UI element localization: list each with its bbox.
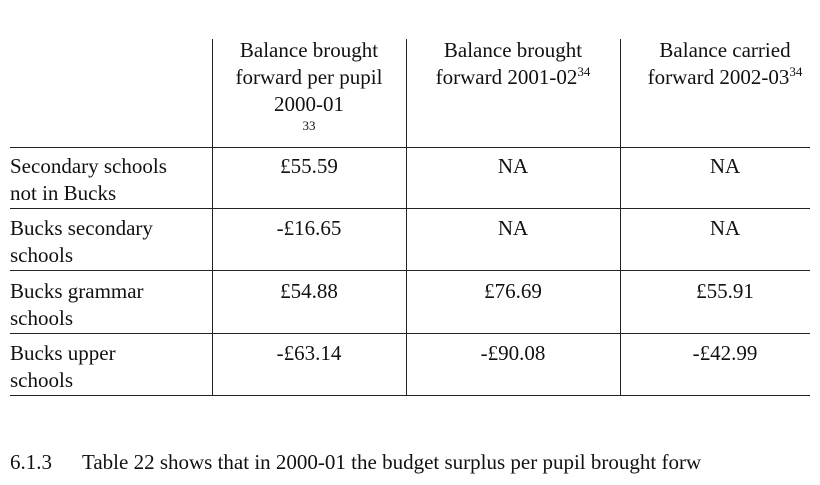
table-cell: £55.59 bbox=[280, 154, 338, 178]
row-divider bbox=[10, 395, 810, 396]
table-cell: £55.91 bbox=[696, 279, 754, 303]
header-cell bbox=[212, 37, 406, 134]
table-cell: £54.88 bbox=[280, 279, 338, 303]
row-label-line: Bucks secondary bbox=[10, 216, 153, 240]
row-divider bbox=[10, 270, 810, 271]
header-line-with-sup bbox=[406, 64, 620, 91]
row-label bbox=[10, 340, 116, 394]
footnote-marker: 33 bbox=[302, 118, 316, 133]
paragraph-number: 6.1.3 bbox=[10, 450, 52, 474]
footnote-superscript: 34 bbox=[789, 64, 803, 79]
row-divider bbox=[10, 208, 810, 209]
row-label bbox=[10, 153, 167, 207]
footnote-superscript: 34 bbox=[577, 64, 591, 79]
header-line-with-sup bbox=[620, 64, 820, 91]
table-cell: £76.69 bbox=[484, 279, 542, 303]
row-label-line: Bucks upper bbox=[10, 341, 116, 365]
table-cell: -£90.08 bbox=[480, 341, 546, 365]
paragraph-text: Table 22 shows that in 2000-01 the budget surplus per pupil brought forw bbox=[82, 450, 702, 474]
balance-table bbox=[10, 37, 810, 395]
header-line: Balance brought bbox=[443, 38, 583, 62]
table-cell: NA bbox=[497, 154, 529, 178]
header-text: forward 2001-02 bbox=[435, 65, 578, 89]
row-label-line: not in Bucks bbox=[10, 181, 117, 205]
row-label-line: schools bbox=[10, 243, 73, 267]
table-cell: NA bbox=[709, 216, 741, 240]
row-label-line: schools bbox=[10, 368, 73, 392]
table-cell: -£16.65 bbox=[276, 216, 342, 240]
row-label-line: Secondary schools bbox=[10, 154, 167, 178]
header-line: forward per pupil bbox=[235, 65, 383, 89]
row-label bbox=[10, 215, 153, 269]
table-cell: NA bbox=[709, 154, 741, 178]
header-cell bbox=[620, 37, 820, 91]
header-line: Balance carried bbox=[659, 38, 791, 62]
table-cell: -£42.99 bbox=[692, 341, 758, 365]
header-text: forward 2002-03 bbox=[647, 65, 790, 89]
row-label bbox=[10, 278, 144, 332]
body-paragraph bbox=[10, 449, 701, 476]
header-line: Balance brought bbox=[239, 38, 379, 62]
row-label-line: Bucks grammar bbox=[10, 279, 144, 303]
table-cell: -£63.14 bbox=[276, 341, 342, 365]
table-cell: NA bbox=[497, 216, 529, 240]
header-cell bbox=[406, 37, 620, 91]
row-label-line: schools bbox=[10, 306, 73, 330]
header-line: 2000-01 bbox=[274, 92, 344, 116]
row-divider bbox=[10, 333, 810, 334]
row-divider bbox=[10, 147, 810, 148]
